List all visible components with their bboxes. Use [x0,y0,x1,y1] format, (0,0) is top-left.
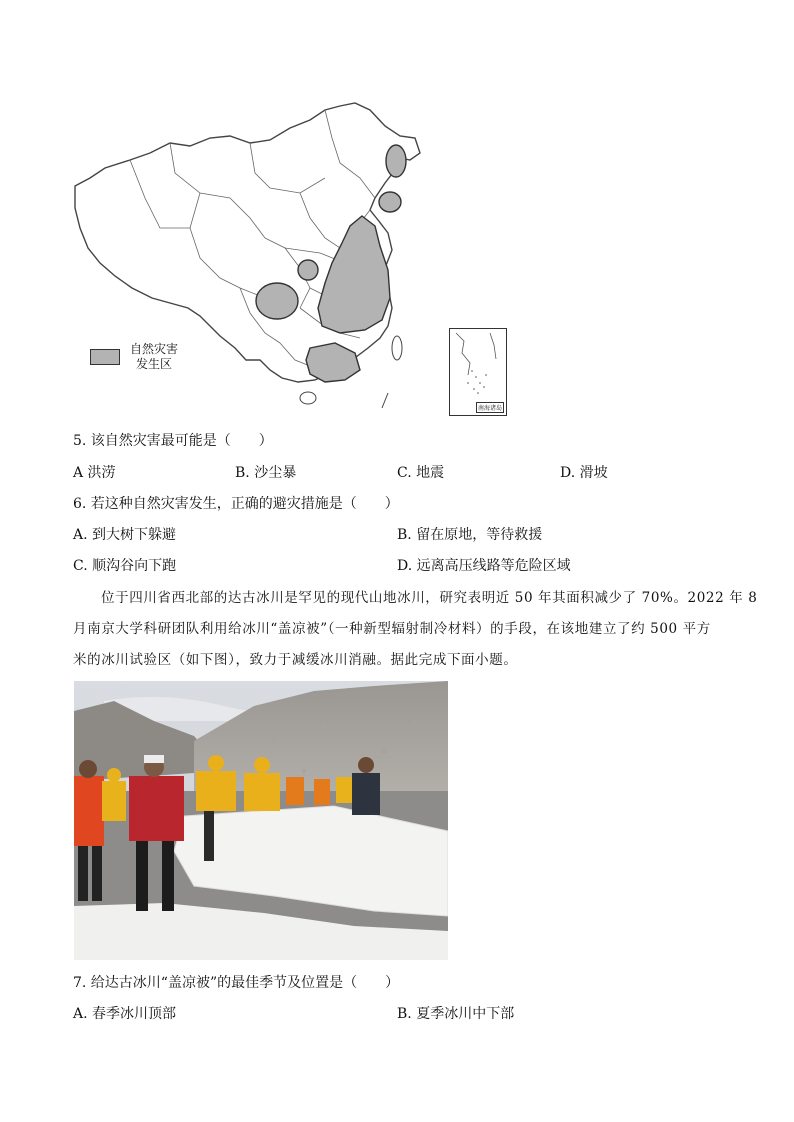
passage-line1: 位于四川省西北部的达古冰川是罕见的现代山地冰川，研究表明近 50 年其面积减少了 70%。2022 年 8 [101,590,758,606]
q7-option-b: B. 夏季冰川中下部 [397,1006,515,1022]
passage-line2: 月南京大学科研团队利用给冰川“盖凉被”（一种新型辐射制冷材料）的手段，在该地建立了约 500 平方 [73,621,711,637]
disaster-zone-shanxi [298,260,318,280]
q5-option-b: B. 沙尘暴 [235,465,297,481]
hainan [300,392,316,404]
q5-option-a: A 洪涝 [73,465,116,481]
q6-option-b: B. 留在原地，等待救援 [397,527,543,543]
disaster-zone-liaoning [379,192,401,212]
disaster-zone-northeast [386,145,406,177]
q5-stem: 5. 该自然灾害最可能是（ ） [73,433,273,449]
legend-label [130,342,178,372]
disaster-zone-sichuan [256,283,298,319]
legend-label-line2: 发生区 [136,357,173,371]
q7-stem: 7. 给达古冰川“盖凉被”的最佳季节及位置是（ ） [73,975,400,991]
q7-option-a: A. 春季冰川顶部 [73,1006,177,1022]
glacier-photo [74,681,448,960]
passage-line3: 米的冰川试验区（如下图），致力于减缓冰川消融。据此完成下面小题。 [73,652,518,668]
taiwan [392,336,402,360]
q6-option-a: A. 到大树下躲避 [73,527,177,543]
q5-option-d: D. 滑坡 [560,465,608,481]
q6-option-d: D. 远离高压线路等危险区域 [397,558,571,574]
legend-label-line1: 自然灾害 [130,342,179,356]
q6-stem: 6. 若这种自然灾害发生，正确的避灾措施是（ ） [73,496,399,512]
inset-label: 南海诸岛 [476,402,504,413]
q6-option-c: C. 顺沟谷向下跑 [73,558,177,574]
legend-swatch [90,349,120,365]
q5-option-c: C. 地震 [397,465,445,481]
glacier-photo-svg [74,681,448,960]
south-china-sea-inset [449,328,507,416]
